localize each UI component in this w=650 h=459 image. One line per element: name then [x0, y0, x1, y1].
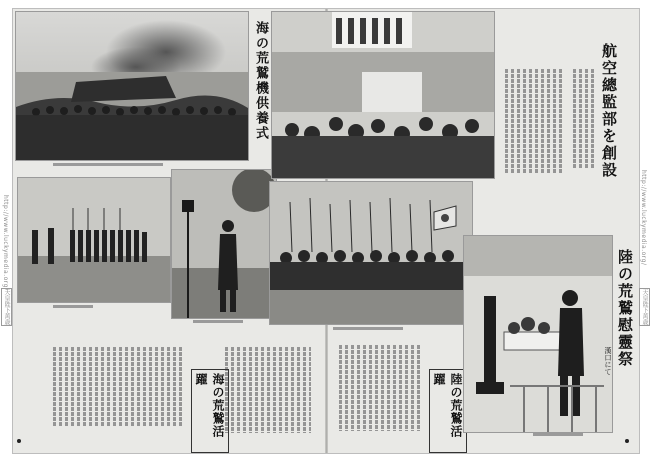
side-box-left: 天皇陛下萬歳 [3, 289, 10, 325]
photo-soldiers-line [17, 177, 171, 303]
page-dot-right [625, 439, 629, 443]
photo-officer-speech [171, 169, 277, 319]
headline-army-memorial-sub: 漢口にて [604, 347, 612, 375]
photo-troops-flags [269, 181, 473, 325]
side-url-right: http://www.luckymedia.org/ [640, 170, 647, 266]
article-text [339, 345, 421, 431]
photo-caption [193, 320, 243, 323]
article-text [505, 69, 565, 174]
headline-sea-eagles: 海の荒鷲機供養式 [253, 21, 268, 141]
headline-army-memorial: 陸の荒鷲慰靈祭 [616, 249, 634, 368]
photo-caption [53, 305, 93, 308]
photo-memorial-hall [271, 11, 495, 179]
article-text [225, 347, 311, 433]
photo-ceremony-crowd [15, 11, 249, 161]
side-box-right: 天皇陛下萬歳 [641, 289, 648, 325]
photo-caption [533, 433, 583, 436]
page-dot-left [17, 439, 21, 443]
side-url-left: http://www.luckymedia.org/ [2, 195, 9, 291]
photo-memorial-altar [463, 235, 613, 433]
article-text [573, 69, 595, 169]
article-text [53, 347, 183, 427]
photo-caption [53, 163, 163, 166]
photo-caption [333, 327, 403, 330]
headline-army-eagles-activity: 陸の荒鷲活躍 [429, 369, 467, 453]
headline-sea-eagles-activity: 海の荒鷲活躍 [191, 369, 229, 453]
headline-air-command: 航空總監部を創設 [600, 43, 618, 179]
magazine-spread [12, 8, 640, 454]
